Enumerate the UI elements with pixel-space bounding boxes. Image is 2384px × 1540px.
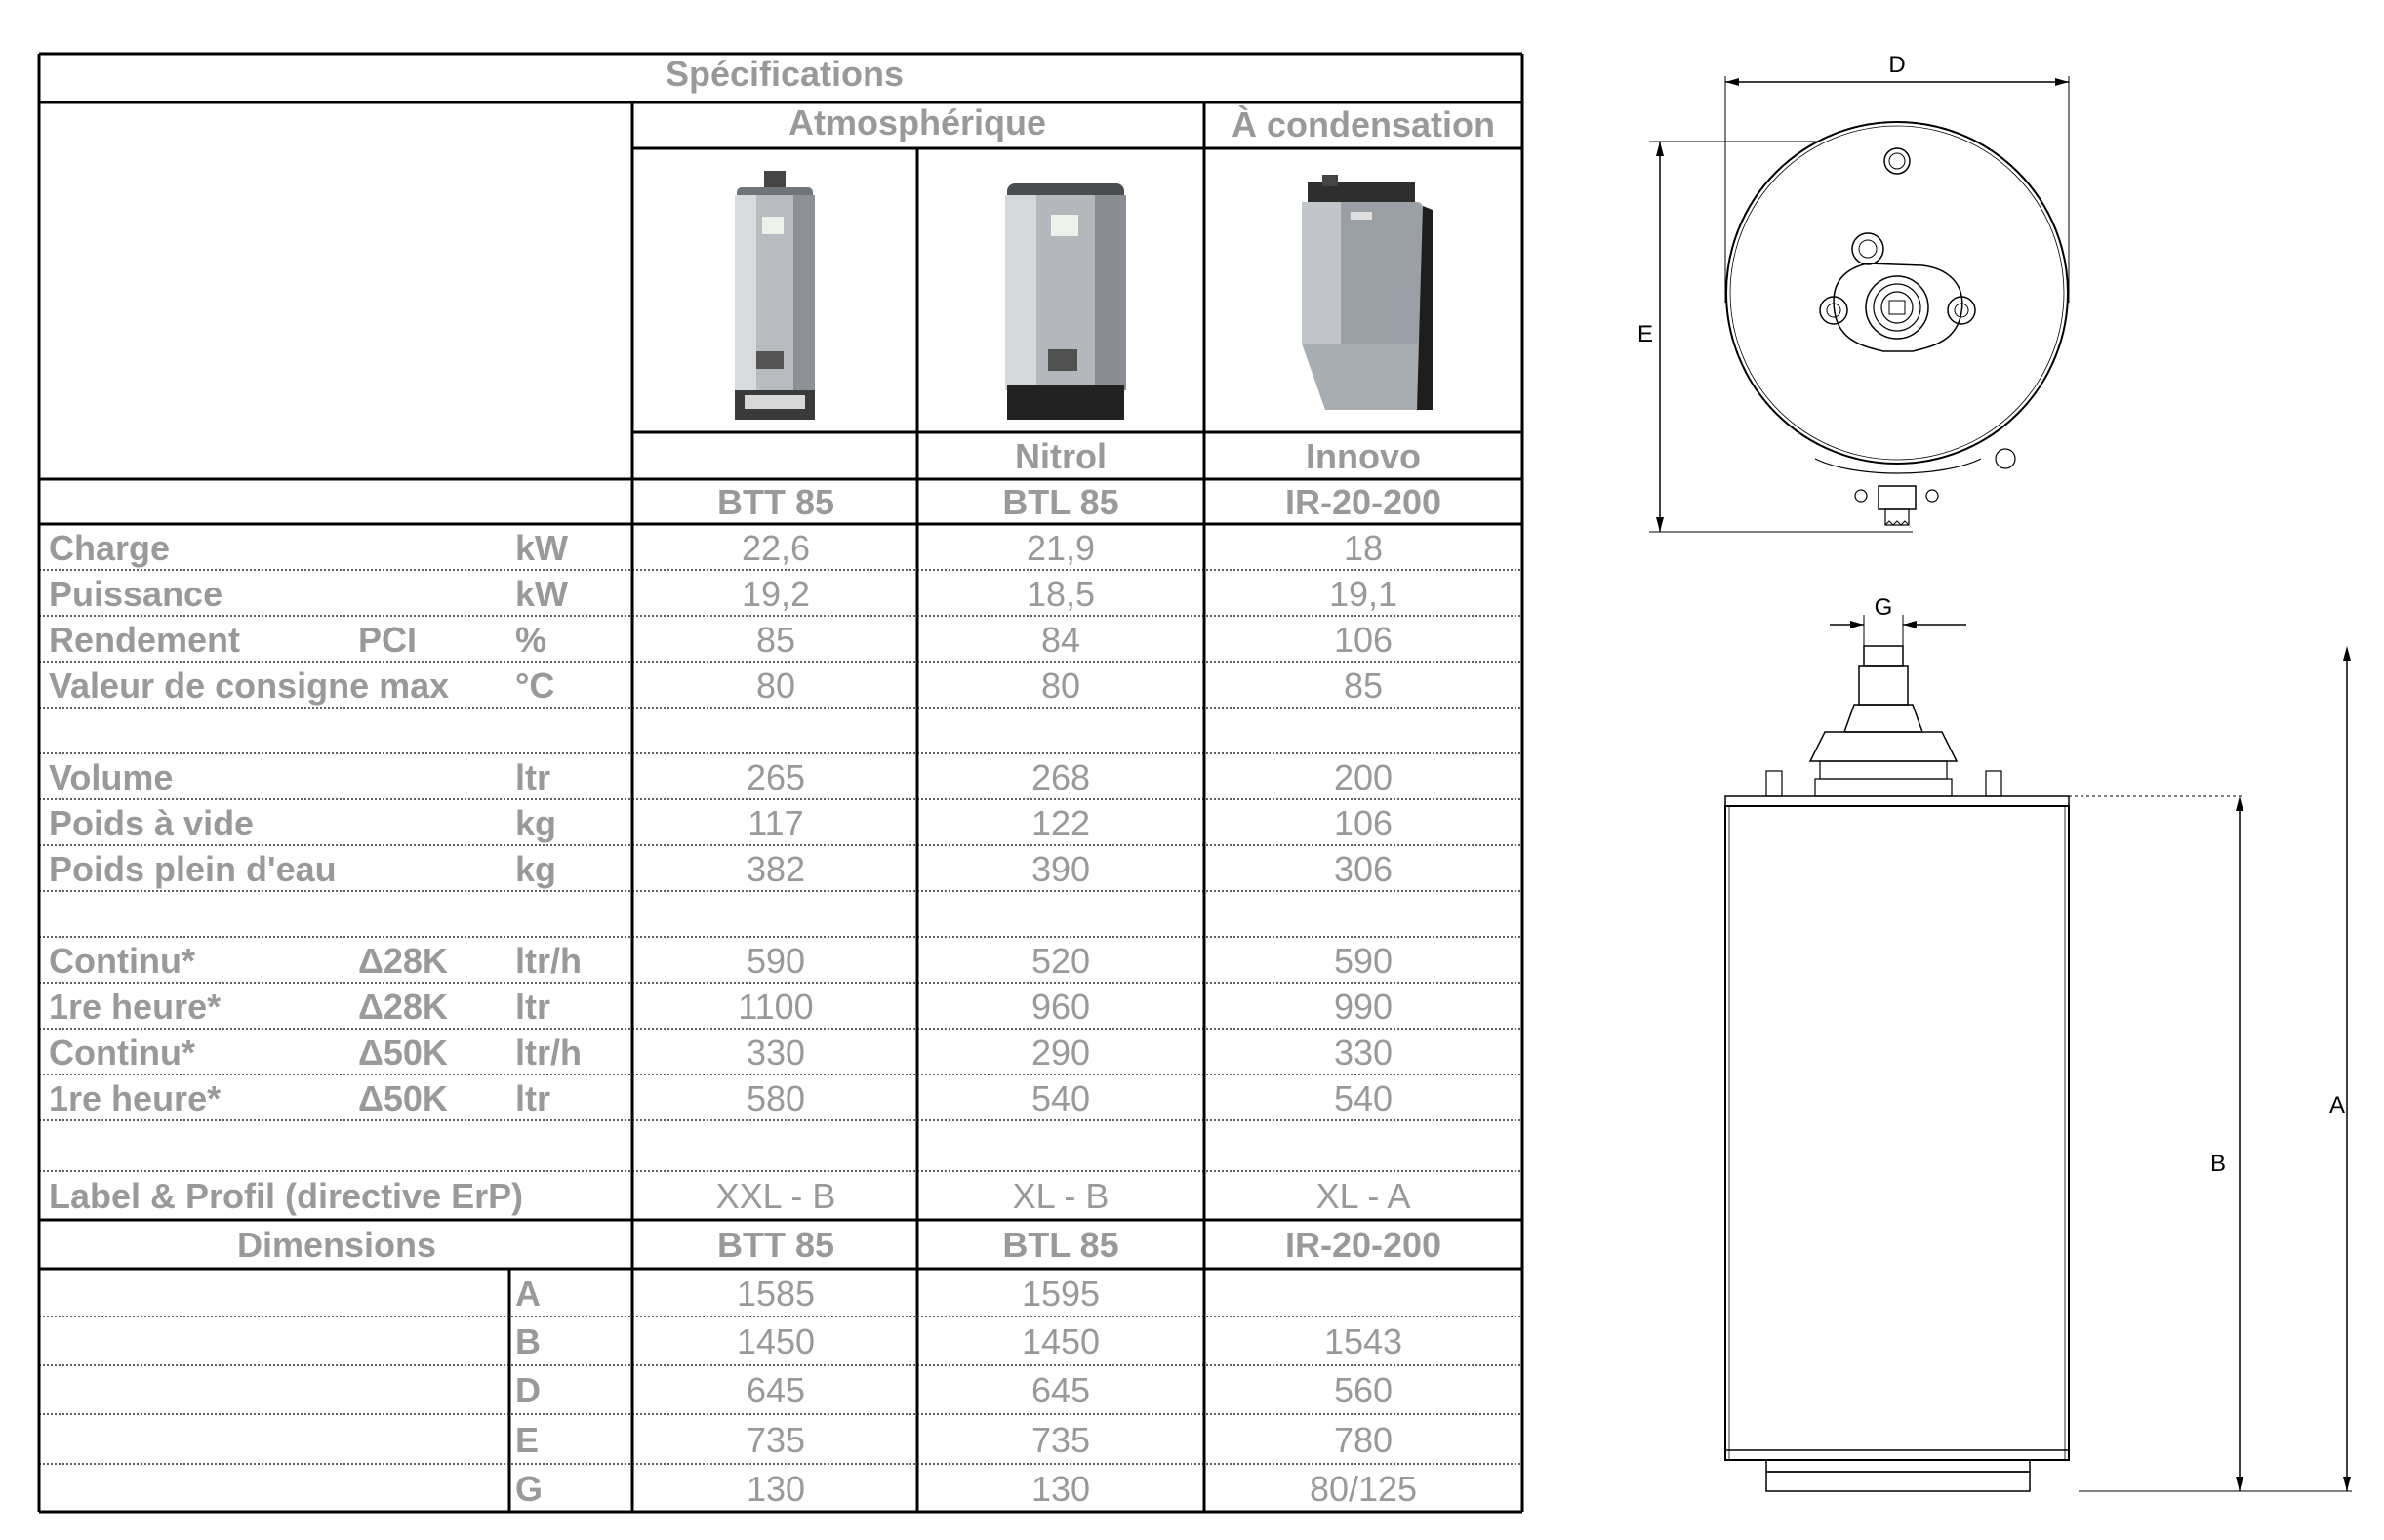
spec-row-label: Poids à vide xyxy=(49,802,255,843)
model-name-btl85: BTL 85 xyxy=(1002,482,1119,522)
spec-cell-value: 960 xyxy=(1030,986,1091,1027)
spec-cell-value: 106 xyxy=(1333,619,1394,660)
dimension-value: 1450 xyxy=(736,1321,816,1361)
dimensions-model-header: IR-20-200 xyxy=(1284,1225,1442,1265)
spec-cell-value: 520 xyxy=(1030,940,1091,981)
dimension-letter: D xyxy=(515,1370,541,1410)
dimension-value: 1595 xyxy=(1021,1273,1101,1314)
series-name-innovo: Innovo xyxy=(1306,436,1421,476)
top-view xyxy=(1637,52,2069,532)
spec-cell-value: 1100 xyxy=(738,986,814,1027)
label-d: D xyxy=(1888,52,1906,78)
spec-cell-value: 80 xyxy=(755,665,796,706)
label-e: E xyxy=(1637,321,1654,347)
spec-row-label: Continu* xyxy=(49,1032,195,1073)
spec-cell-value: 84 xyxy=(1040,619,1081,660)
dimensions-model-header: BTL 85 xyxy=(1002,1225,1119,1265)
model-name-btt85: BTT 85 xyxy=(716,482,835,522)
group-condensing: À condensation xyxy=(1231,104,1496,144)
spec-row-label: 1re heure* xyxy=(49,1077,222,1118)
spec-cell-value: 122 xyxy=(1030,802,1091,843)
label-g: G xyxy=(1874,594,1893,621)
dimension-value: 130 xyxy=(1030,1468,1091,1509)
spec-row-label: Puissance xyxy=(49,573,223,614)
dimension-letter: G xyxy=(515,1468,544,1509)
spec-cell-value: 19,2 xyxy=(741,573,811,614)
spec-row-unit: °C xyxy=(515,665,555,706)
spec-cell-value: 990 xyxy=(1333,986,1394,1027)
spec-row-unit: kg xyxy=(515,848,557,889)
label-b: B xyxy=(2210,1151,2227,1177)
spec-row-unit: kW xyxy=(515,527,568,568)
spec-cell-value: 540 xyxy=(1333,1077,1394,1118)
model-name-ir20200: IR-20-200 xyxy=(1284,482,1442,522)
dimension-value: 1450 xyxy=(1021,1321,1101,1361)
spec-row-unit: % xyxy=(515,619,547,660)
spec-cell-value: 85 xyxy=(755,619,796,660)
spec-row-unit: ltr/h xyxy=(515,1032,582,1073)
spec-row-label: Charge xyxy=(49,527,171,568)
spec-cell-value: 330 xyxy=(1333,1032,1394,1073)
spec-row-label: Poids plein d'eau xyxy=(49,848,337,889)
dimension-value: 80/125 xyxy=(1309,1468,1418,1509)
spec-cell-value: 268 xyxy=(1030,756,1091,797)
spec-cell-value: 18 xyxy=(1343,527,1384,568)
tank-body-outline xyxy=(1725,806,2069,1460)
dimension-value: 735 xyxy=(1030,1419,1091,1460)
spec-row-unit: ltr/h xyxy=(515,940,582,981)
technical-drawing xyxy=(1620,49,2384,1513)
spec-cell-value: 117 xyxy=(748,802,804,843)
atmospheric-water-heater-wide-image xyxy=(997,176,1134,425)
spec-cell-value: 590 xyxy=(1333,940,1394,981)
spec-row-condition: Δ50K xyxy=(358,1077,448,1118)
series-name-nitrol: Nitrol xyxy=(1015,436,1107,476)
spec-row-label: Continu* xyxy=(49,940,195,981)
dimensions-model-header: BTT 85 xyxy=(716,1225,835,1265)
spec-cell-value: 22,6 xyxy=(741,527,811,568)
spec-cell-value: 390 xyxy=(1030,848,1091,889)
dimension-value: 1585 xyxy=(736,1273,816,1314)
dimension-value: 130 xyxy=(746,1468,806,1509)
atmospheric-water-heater-slim-image xyxy=(717,166,834,429)
spec-cell-value: 106 xyxy=(1333,802,1394,843)
dimension-value: 1543 xyxy=(1323,1321,1403,1361)
condensing-water-heater-image xyxy=(1288,171,1439,426)
spec-row-condition: PCI xyxy=(358,619,418,660)
spec-cell-value: XL - A xyxy=(1315,1176,1411,1216)
spec-row-unit: ltr xyxy=(515,756,550,797)
spec-cell-value: 290 xyxy=(1030,1032,1091,1073)
spec-cell-value: 590 xyxy=(746,940,806,981)
spec-cell-value: 80 xyxy=(1040,665,1081,706)
dimension-value: 735 xyxy=(746,1419,806,1460)
spec-row-condition: Δ50K xyxy=(358,1032,448,1073)
spec-row-label: Rendement xyxy=(49,619,241,660)
spec-cell-value: XXL - B xyxy=(715,1176,836,1216)
dimension-letter: B xyxy=(515,1321,541,1361)
spec-row-unit: ltr xyxy=(515,986,550,1027)
spec-row-unit: kW xyxy=(515,573,568,614)
spec-row-label: Valeur de consigne max xyxy=(49,665,450,706)
spec-cell-value: 19,1 xyxy=(1328,573,1398,614)
front-view xyxy=(1725,594,2352,1491)
spec-cell-value: 306 xyxy=(1333,848,1394,889)
spec-cell-value: 200 xyxy=(1333,756,1394,797)
spec-row-condition: Δ28K xyxy=(358,940,448,981)
spec-cell-value: 540 xyxy=(1030,1077,1091,1118)
spec-cell-value: XL - B xyxy=(1012,1176,1110,1216)
dimension-letter: E xyxy=(515,1419,540,1460)
dimension-value: 645 xyxy=(1030,1370,1091,1410)
table-title: Spécifications xyxy=(665,54,905,94)
spec-row-unit: kg xyxy=(515,802,557,843)
group-atmospheric: Atmosphérique xyxy=(788,102,1047,142)
label-a: A xyxy=(2329,1092,2346,1118)
spec-row-condition: Δ28K xyxy=(358,986,448,1027)
spec-row-label: Volume xyxy=(49,756,174,797)
spec-cell-value: 85 xyxy=(1343,665,1384,706)
spec-cell-value: 21,9 xyxy=(1026,527,1096,568)
spec-cell-value: 265 xyxy=(746,756,806,797)
spec-row-label: 1re heure* xyxy=(49,986,222,1027)
dimension-value: 645 xyxy=(746,1370,806,1410)
spec-cell-value: 330 xyxy=(746,1032,806,1073)
spec-cell-value: 580 xyxy=(746,1077,806,1118)
dimension-value: 780 xyxy=(1333,1419,1394,1460)
spec-row-unit: ltr xyxy=(515,1077,550,1118)
spec-cell-value: 18,5 xyxy=(1026,573,1096,614)
spec-cell-value: 382 xyxy=(746,848,806,889)
spec-row-label: Label & Profil (directive ErP) xyxy=(49,1176,524,1216)
dimension-value: 560 xyxy=(1333,1370,1394,1410)
dimension-letter: A xyxy=(515,1273,541,1314)
dimensions-title: Dimensions xyxy=(236,1225,437,1265)
